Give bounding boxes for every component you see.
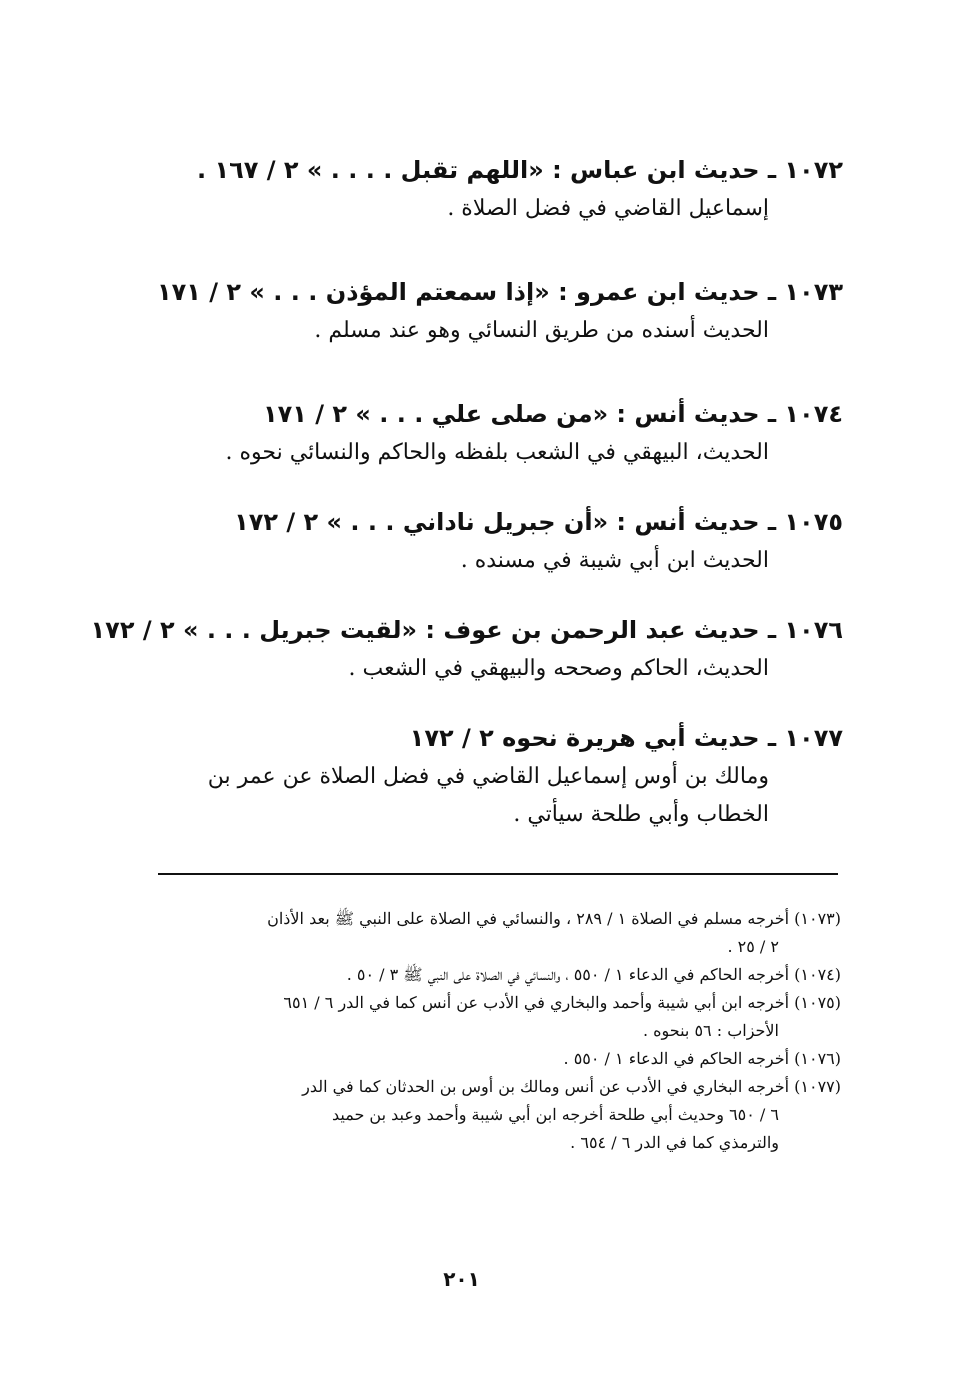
entry-text: ومالك بن أوس إسماعيل القاضي في فضل الصلاة عن عمر بن (207, 764, 769, 789)
entry-heading: ١٠٧٣ ـ حديث ابن عمرو : «إذا سمعتم المؤذن . . . » ٢ / ١٧١ (156, 278, 843, 306)
footnote-text: (١٠٧٣) أخرجه مسلم في الصلاة ١ / ٢٨٩ ، والنسائي في الصلاة على النبي ﷺ بعد الأذان (267, 909, 841, 928)
entry-text: الحديث، البيهقي في الشعب بلفظه والحاكم والنسائي نحوه . (225, 440, 769, 465)
entry-1075 (143, 502, 843, 580)
entry-heading: ١٠٧٧ ـ حديث أبي هريرة نحوه ٢ / ١٧٢ (409, 724, 843, 752)
footnote-1073 (151, 905, 841, 961)
footnote-text: (١٠٧٦) أخرجه الحاكم في الدعاء ١ / ٥٥٠ . (563, 1049, 841, 1068)
footnote-continuation: الأحزاب : ٥٦ بنحوه . (642, 1021, 779, 1040)
entry-1074 (143, 394, 843, 472)
entry-text: الحديث ابن أبي شيبة في مسنده . (460, 548, 769, 573)
entry-heading: ١٠٧٦ ـ حديث عبد الرحمن بن عوف : «لقيت جبريل . . . » ٢ / ١٧٢ (90, 616, 843, 644)
entry-heading: ١٠٧٢ ـ حديث ابن عباس : «اللهم تقبل . . . . » ٢ / ١٦٧ . (196, 156, 843, 184)
footnote-continuation: ٢ / ٢٥ . (727, 937, 779, 956)
entry-1073 (143, 272, 843, 350)
entry-heading: ١٠٧٥ ـ حديث أنس : «أن جبريل ناداني . . . » ٢ / ١٧٢ (234, 508, 843, 536)
page-number (0, 1265, 953, 1293)
entry-text: إسماعيل القاضي في فضل الصلاة . (447, 196, 769, 221)
footnote-text: (١٠٧٤) أخرجه الحاكم في الدعاء ١ / ٥٥٠ ، والنسائي في الصلاة على النبي ﷺ ٣ / ٥٠ . (346, 965, 841, 984)
footnote-separator (158, 873, 838, 875)
footnote-continuation: والترمذي كما في الدر ٦ / ٦٥٤ . (570, 1133, 779, 1152)
footnote-1074 (151, 961, 841, 989)
page-number-text: ٢٠١ (443, 1267, 480, 1291)
footnote-1075 (151, 989, 841, 1045)
entry-text: الحديث، الحاكم وصححه والبيهقي في الشعب . (348, 656, 769, 681)
footnote-continuation: ٦ / ٦٥٠ وحديث أبي طلحة أخرجه ابن أبي شيبة وأحمد وعبد بن حميد (331, 1105, 779, 1124)
footnote-1076 (151, 1045, 841, 1073)
entry-1077 (143, 718, 843, 834)
entry-1076 (90, 610, 843, 688)
entry-1072 (143, 150, 843, 228)
footnote-text: (١٠٧٥) أخرجه ابن أبي شيبة وأحمد والبخاري في الأدب عن أنس كما في الدر ٦ / ٦٥١ (283, 993, 841, 1012)
footnote-text: (١٠٧٧) أخرجه البخاري في الأدب عن أنس ومالك بن أوس بن الحدثان كما في الدر (302, 1077, 841, 1096)
entry-text-continued: الخطاب وأبي طلحة سيأتي . (513, 802, 769, 827)
entry-heading: ١٠٧٤ ـ حديث أنس : «من صلى علي . . . » ٢ / ١٧١ (262, 400, 843, 428)
footnotes (151, 905, 841, 1157)
entry-text: الحديث أسنده من طريق النسائي وهو عند مسلم . (314, 318, 769, 343)
footnote-1077 (151, 1073, 841, 1157)
